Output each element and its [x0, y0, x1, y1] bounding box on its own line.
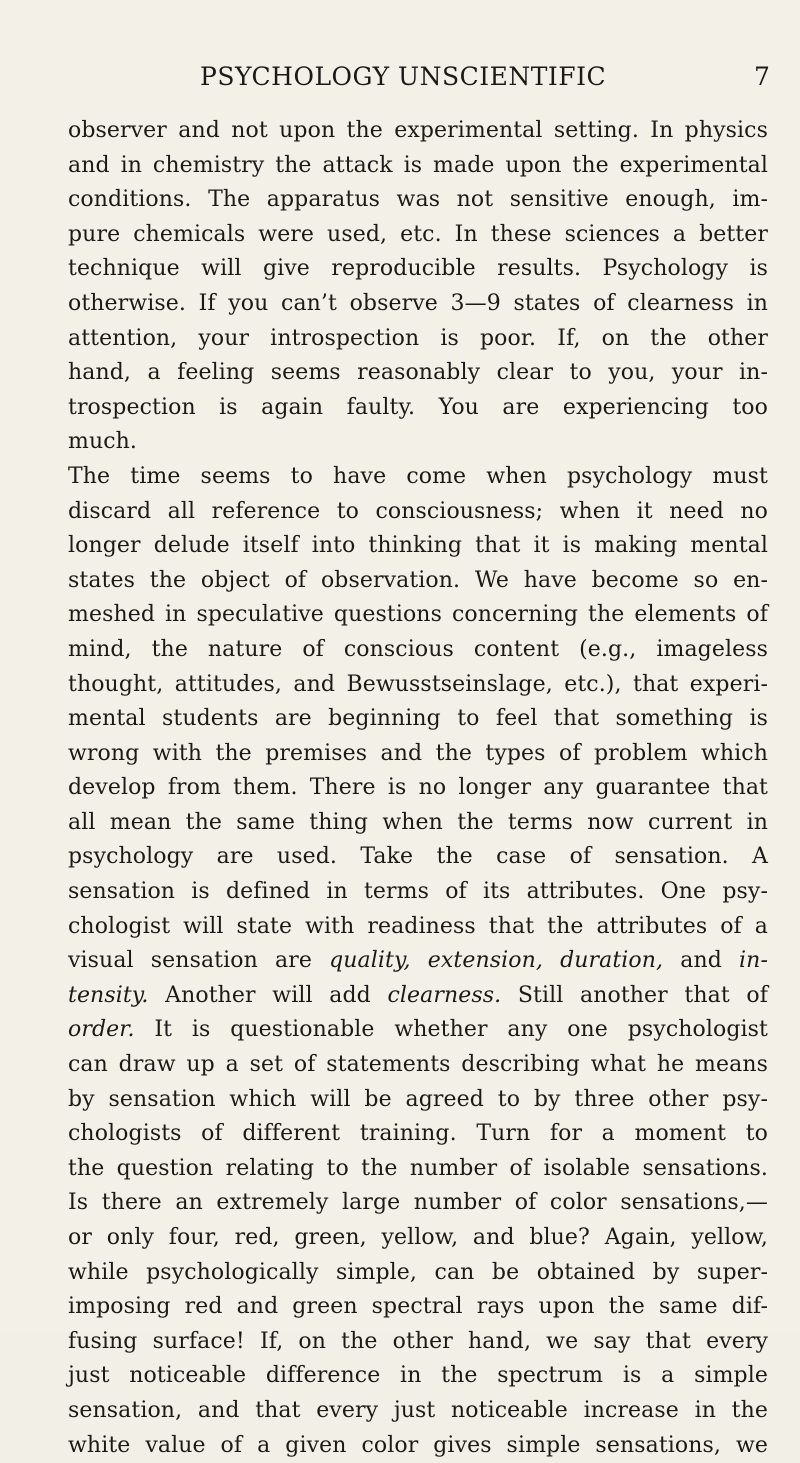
- italic-term: order.: [68, 1017, 135, 1043]
- running-head-title: PSYCHOLOGY UNSCIENTIFIC: [200, 62, 607, 91]
- text-line: conditions. The apparatus was not sensitive enough, im-: [68, 187, 768, 213]
- text-line: order. It is questionable whether any one psychologist: [68, 1017, 768, 1043]
- text-line: tensity. Another will add clearness. Still another that of: [68, 982, 768, 1008]
- text-line: observer and not upon the experimental setting. In physics: [68, 118, 768, 143]
- text-line: can draw up a set of statements describing what he means: [68, 1052, 768, 1078]
- text-line: otherwise. If you can’t observe 3—9 states of clearness in: [68, 290, 768, 316]
- italic-term: tensity.: [68, 982, 149, 1008]
- text-line: sensation, and that every just noticeable increase in the: [68, 1397, 768, 1423]
- italic-term: quality, extension, duration,: [329, 948, 664, 974]
- text-line: meshed in speculative questions concerning the elements of: [68, 602, 768, 628]
- text-line: and in chemistry the attack is made upon the experimental: [68, 152, 768, 178]
- text-line: discard all reference to consciousness; when it need no: [68, 498, 768, 524]
- text-line: much.: [68, 429, 138, 455]
- page-number: 7: [754, 62, 770, 91]
- text-line: mind, the nature of conscious content (e.g., imageless: [68, 636, 768, 662]
- italic-term: in-: [739, 948, 768, 974]
- text-line: the question relating to the number of isolable sensations.: [68, 1155, 768, 1181]
- text-line: states the object of observation. We have become so en-: [68, 567, 768, 593]
- text-line: psychology are used. Take the case of sensation. A: [68, 844, 768, 870]
- text-line: sensation is defined in terms of its attributes. One psy-: [68, 879, 768, 905]
- text-line: or only four, red, green, yellow, and blue? Again, yellow,: [68, 1225, 768, 1250]
- text-line: fusing surface! If, on the other hand, we say that every: [68, 1328, 768, 1354]
- text-line: technique will give reproducible results. Psychology is: [68, 256, 768, 282]
- italic-term: clearness.: [387, 982, 502, 1008]
- text-line: longer delude itself into thinking that it is making mental: [68, 533, 768, 559]
- body-text: [68, 114, 768, 1463]
- text-line: attention, your introspection is poor. If, on the other: [68, 325, 768, 351]
- text-line: hand, a feeling seems reasonably clear to you, your in-: [68, 360, 768, 386]
- text-line: Is there an extremely large number of color sensations,—: [68, 1190, 768, 1216]
- text-line: develop from them. There is no longer any guarantee that: [68, 775, 768, 801]
- text-line: The time seems to have come when psychology must: [68, 463, 768, 489]
- text-line: while psychologically simple, can be obtained by super-: [68, 1259, 768, 1285]
- text-line: mental students are beginning to feel that something is: [68, 706, 768, 732]
- text-line: chologist will state with readiness that the attributes of a: [68, 913, 768, 939]
- text-line: white value of a given color gives simple sensations, we: [68, 1432, 768, 1458]
- text-line: wrong with the premises and the types of problem which: [68, 740, 768, 766]
- text-line: by sensation which will be agreed to by three other psy-: [68, 1086, 768, 1112]
- text-line: trospection is again faulty. You are experiencing too: [68, 394, 768, 420]
- text-line: pure chemicals were used, etc. In these sciences a better: [68, 221, 768, 247]
- text-line: chologists of different training. Turn for a moment to: [68, 1121, 768, 1147]
- text-line: thought, attitudes, and Bewusstseinslage, etc.), that experi-: [68, 671, 768, 697]
- text-line: all mean the same thing when the terms now current in: [68, 809, 768, 835]
- text-line: just noticeable difference in the spectrum is a simple: [68, 1363, 768, 1389]
- text-line: imposing red and green spectral rays upon the same dif-: [68, 1294, 768, 1320]
- text-line: visual sensation are quality, extension, duration, and in-: [68, 948, 768, 974]
